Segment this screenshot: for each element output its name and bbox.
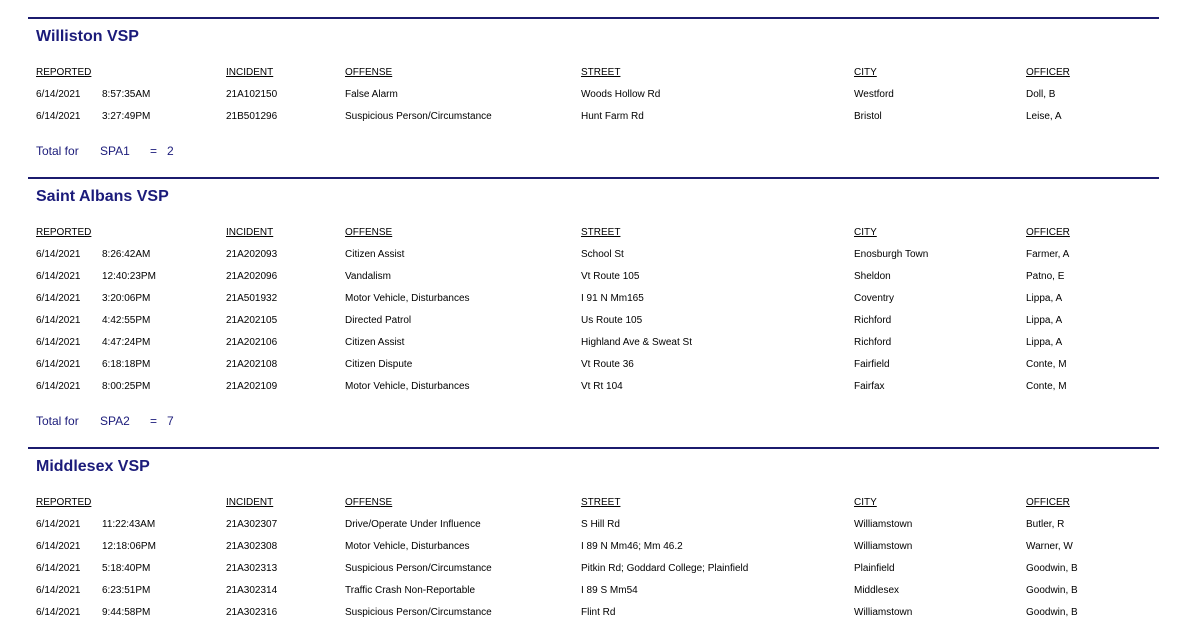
cell-officer: Butler, R — [1026, 519, 1065, 530]
cell-city: Fairfield — [854, 359, 890, 370]
cell-offense: Motor Vehicle, Disturbances — [345, 541, 470, 552]
cell-offense: Drive/Operate Under Influence — [345, 519, 481, 530]
cell-incident: 21A202106 — [226, 337, 278, 348]
cell-time: 6:18:18PM — [102, 359, 151, 370]
col-incident: INCIDENT — [226, 227, 274, 238]
cell-date: 6/14/2021 — [36, 293, 81, 304]
cell-incident: 21A202093 — [226, 249, 278, 260]
table-row — [28, 379, 1159, 395]
cell-date: 6/14/2021 — [36, 89, 81, 100]
table-row — [28, 357, 1159, 373]
cell-city: Middlesex — [854, 585, 900, 596]
cell-street: Vt Rt 104 — [581, 381, 623, 392]
table-row — [28, 517, 1159, 533]
col-street: STREET — [581, 227, 621, 238]
cell-date: 6/14/2021 — [36, 541, 81, 552]
table-row — [28, 87, 1159, 103]
cell-offense: Vandalism — [345, 271, 391, 282]
cell-offense: Citizen Dispute — [345, 359, 413, 370]
cell-street: School St — [581, 249, 624, 260]
col-street: STREET — [581, 67, 621, 78]
cell-time: 8:57:35AM — [102, 89, 151, 100]
cell-city: Westford — [854, 89, 894, 100]
cell-date: 6/14/2021 — [36, 585, 81, 596]
cell-offense: Motor Vehicle, Disturbances — [345, 381, 470, 392]
cell-offense: False Alarm — [345, 89, 398, 100]
cell-offense: Traffic Crash Non-Reportable — [345, 585, 476, 596]
col-officer: OFFICER — [1026, 227, 1070, 238]
cell-date: 6/14/2021 — [36, 315, 81, 326]
cell-offense: Motor Vehicle, Disturbances — [345, 293, 470, 304]
col-officer: OFFICER — [1026, 67, 1070, 78]
col-offense: OFFENSE — [345, 227, 393, 238]
cell-street: Vt Route 36 — [581, 359, 634, 370]
col-offense: OFFENSE — [345, 497, 393, 508]
cell-officer: Goodwin, B — [1026, 585, 1078, 596]
cell-time: 4:42:55PM — [102, 315, 151, 326]
total-equals: = — [150, 144, 158, 158]
cell-city: Sheldon — [854, 271, 891, 282]
col-incident: INCIDENT — [226, 67, 274, 78]
cell-time: 9:44:58PM — [102, 607, 151, 618]
cell-street: S Hill Rd — [581, 519, 620, 530]
cell-offense: Citizen Assist — [345, 249, 405, 260]
cell-time: 5:18:40PM — [102, 563, 151, 574]
cell-incident: 21A302314 — [226, 585, 278, 596]
cell-time: 11:22:43AM — [102, 519, 156, 530]
table-row — [28, 313, 1159, 329]
cell-offense: Citizen Assist — [345, 337, 405, 348]
cell-offense: Directed Patrol — [345, 315, 412, 326]
total-equals: = — [150, 414, 158, 428]
cell-incident: 21A202105 — [226, 315, 278, 326]
cell-street: I 89 S Mm54 — [581, 585, 638, 596]
cell-officer: Lippa, A — [1026, 293, 1063, 304]
cell-time: 12:40:23PM — [102, 271, 156, 282]
cell-city: Richford — [854, 315, 892, 326]
total-count: 7 — [167, 414, 174, 428]
cell-street: I 91 N Mm165 — [581, 293, 644, 304]
cell-time: 12:18:06PM — [102, 541, 156, 552]
cell-street: Highland Ave & Sweat St — [581, 337, 692, 348]
table-row — [28, 605, 1159, 621]
cell-officer: Conte, M — [1026, 359, 1067, 370]
total-code: SPA2 — [100, 414, 130, 428]
table-row — [28, 247, 1159, 263]
cell-city: Plainfield — [854, 563, 895, 574]
cell-offense: Suspicious Person/Circumstance — [345, 111, 492, 122]
cell-incident: 21B501296 — [226, 111, 278, 122]
section-williston — [28, 17, 1159, 179]
column-header-row — [28, 65, 1159, 81]
cell-officer: Conte, M — [1026, 381, 1067, 392]
cell-incident: 21A302308 — [226, 541, 278, 552]
cell-date: 6/14/2021 — [36, 607, 81, 618]
cell-street: Woods Hollow Rd — [581, 89, 661, 100]
col-reported: REPORTED — [36, 497, 92, 508]
cell-city: Williamstown — [854, 519, 913, 530]
cell-city: Fairfax — [854, 381, 885, 392]
column-header-row — [28, 495, 1159, 511]
col-reported: REPORTED — [36, 67, 92, 78]
cell-date: 6/14/2021 — [36, 519, 81, 530]
table-row — [28, 583, 1159, 599]
cell-officer: Lippa, A — [1026, 315, 1063, 326]
cell-time: 8:00:25PM — [102, 381, 151, 392]
section-saint-albans — [28, 177, 1159, 449]
col-incident: INCIDENT — [226, 497, 274, 508]
cell-officer: Lippa, A — [1026, 337, 1063, 348]
cell-street: Pitkin Rd; Goddard College; Plainfield — [581, 563, 749, 574]
col-street: STREET — [581, 497, 621, 508]
col-offense: OFFENSE — [345, 67, 393, 78]
cell-date: 6/14/2021 — [36, 249, 81, 260]
total-code: SPA1 — [100, 144, 130, 158]
cell-street: I 89 N Mm46; Mm 46.2 — [581, 541, 683, 552]
table-row — [28, 109, 1159, 125]
cell-officer: Warner, W — [1026, 541, 1073, 552]
cell-incident: 21A501932 — [226, 293, 278, 304]
cell-date: 6/14/2021 — [36, 111, 81, 122]
cell-officer: Doll, B — [1026, 89, 1056, 100]
cell-incident: 21A102150 — [226, 89, 278, 100]
cell-city: Richford — [854, 337, 892, 348]
cell-street: Hunt Farm Rd — [581, 111, 644, 122]
cell-incident: 21A302307 — [226, 519, 278, 530]
section-middlesex — [28, 447, 1159, 632]
cell-time: 8:26:42AM — [102, 249, 151, 260]
cell-city: Enosburgh Town — [854, 249, 929, 260]
cell-city: Williamstown — [854, 541, 913, 552]
total-count: 2 — [167, 144, 174, 158]
table-row — [28, 335, 1159, 351]
total-label: Total for — [36, 144, 79, 158]
cell-officer: Goodwin, B — [1026, 607, 1078, 618]
cell-date: 6/14/2021 — [36, 359, 81, 370]
cell-street: Us Route 105 — [581, 315, 643, 326]
section-title: Saint Albans VSP — [36, 188, 169, 205]
table-row — [28, 269, 1159, 285]
cell-city: Williamstown — [854, 607, 913, 618]
section-title: Williston VSP — [36, 28, 139, 45]
cell-date: 6/14/2021 — [36, 337, 81, 348]
cell-incident: 21A202108 — [226, 359, 278, 370]
cell-date: 6/14/2021 — [36, 563, 81, 574]
cell-city: Bristol — [854, 111, 882, 122]
cell-street: Vt Route 105 — [581, 271, 640, 282]
cell-officer: Leise, A — [1026, 111, 1062, 122]
table-row — [28, 539, 1159, 555]
cell-incident: 21A202096 — [226, 271, 278, 282]
cell-date: 6/14/2021 — [36, 381, 81, 392]
cell-time: 4:47:24PM — [102, 337, 151, 348]
cell-offense: Suspicious Person/Circumstance — [345, 607, 492, 618]
section-title: Middlesex VSP — [36, 458, 150, 475]
cell-incident: 21A302316 — [226, 607, 278, 618]
table-row — [28, 561, 1159, 577]
cell-officer: Farmer, A — [1026, 249, 1070, 260]
cell-date: 6/14/2021 — [36, 271, 81, 282]
total-label: Total for — [36, 414, 79, 428]
cell-officer: Goodwin, B — [1026, 563, 1078, 574]
col-city: CITY — [854, 497, 877, 508]
col-officer: OFFICER — [1026, 497, 1070, 508]
col-city: CITY — [854, 227, 877, 238]
column-header-row — [28, 225, 1159, 241]
cell-time: 3:27:49PM — [102, 111, 151, 122]
cell-time: 3:20:06PM — [102, 293, 151, 304]
cell-incident: 21A202109 — [226, 381, 278, 392]
col-reported: REPORTED — [36, 227, 92, 238]
cell-incident: 21A302313 — [226, 563, 278, 574]
cell-street: Flint Rd — [581, 607, 616, 618]
cell-offense: Suspicious Person/Circumstance — [345, 563, 492, 574]
cell-city: Coventry — [854, 293, 895, 304]
cell-time: 6:23:51PM — [102, 585, 151, 596]
cell-officer: Patno, E — [1026, 271, 1065, 282]
col-city: CITY — [854, 67, 877, 78]
table-row — [28, 291, 1159, 307]
